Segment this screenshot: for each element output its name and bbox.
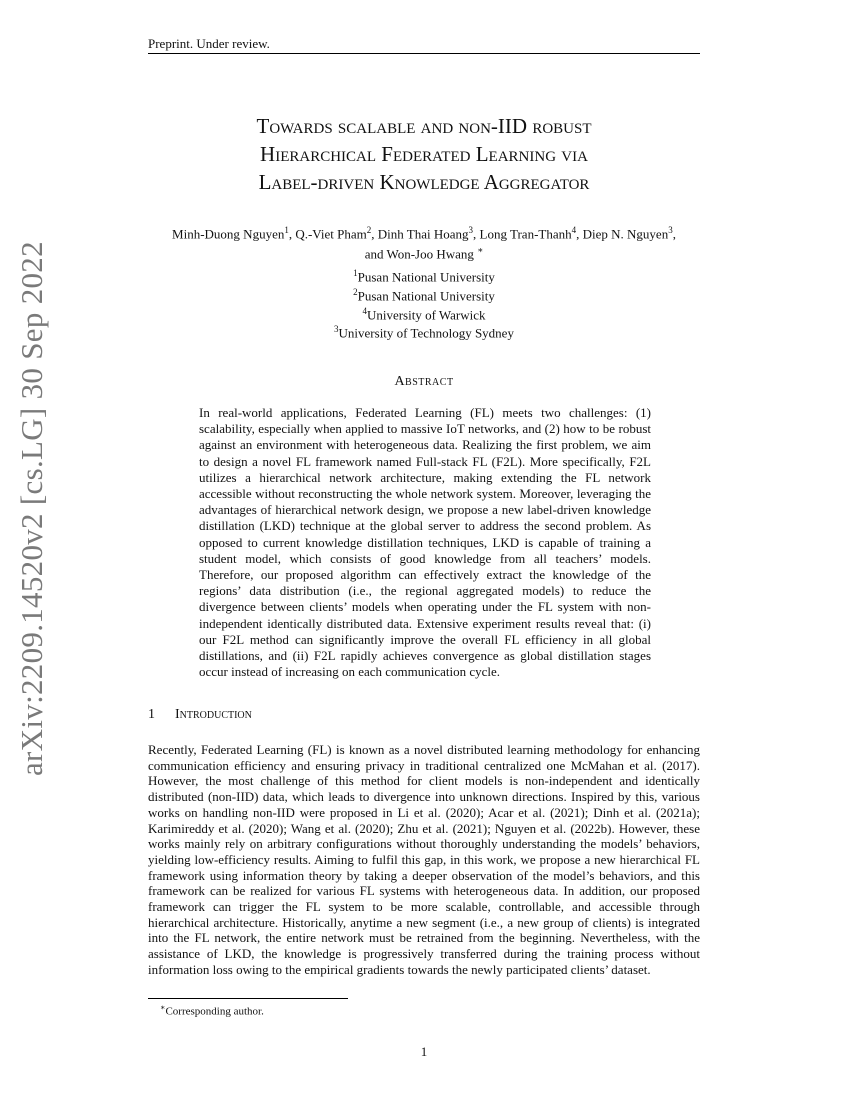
footnote-text: Corresponding author.: [165, 1005, 264, 1018]
affiliation-mark: 4: [362, 305, 367, 316]
section-title: Introduction: [175, 707, 252, 722]
abstract-body: In real-world applications, Federated Learning (FL) meets two challenges: (1) scalability, especially when applied to massive IoT networks, and (2) how to be robust against an environment with heterogeneous data. Realizing the first problem, we aim to design a novel FL framework named Full-stack FL (F2L). More specifically, F2L utilizes a hierarchical network architecture, making extending the FL network accessible without reconstructing the whole network system. Moreover, leveraging the advantages of hierarchical network design, we propose a new label-driven knowledge distillation (LKD) technique at the global server to address the second problem. As opposed to current knowledge distillation techniques, LKD is capable of training a student model, which consists of good knowledge from all teachers’ models. Therefore, our proposed algorithm can effectively extract the knowledge of the regions’ data distribution (i.e., the regional aggregated models) to reduce the divergence between clients’ models when operating under the FL system with non-independent identically distributed data. Extensive experiment results reveal that: (i) our F2L method can significantly improve the overall FL efficiency in all global distillations, and (ii) F2L rapidly achieves convergence as global distillation stages occur instead of increasing on each communication cycle.: [199, 405, 651, 680]
introduction-body: Recently, Federated Learning (FL) is known as a novel distributed learning methodology for enhancing communication efficiency and ensuring privacy in traditional centralized one McMahan et al. (2017). However, the most challenge of this method for client models is non-independent and identically distributed (non-IID) data, which leads to divergence into unknown directions. Inspired by this, various works on handling non-IID were proposed in Li et al. (2020); Acar et al. (2021); Dinh et al. (2021a); Karimireddy et al. (2020); Wang et al. (2020); Zhu et al. (2021); Nguyen et al. (2022b). However, these works mainly rely on arbitrary configurations without thoroughly understanding the models’ behaviors, yielding low-efficiency results. Aiming to fulfil this gap, in this work, we propose a new hierarchical FL framework using information theory by taking a deeper observation of the model’s behaviors, and this framework can be realized for various FL systems with heterogeneous data. In addition, our proposed framework can trigger the FL system to be more scalable, controllable, and accessible through hierarchical architecture. Historically, anytime a new segment (i.e., a new group of clients) is integrated into the FL network, the entire network must be retrained from the beginning. Nevertheless, with the assistance of LKD, the knowledge is progressively transferred during the training process without information loss owing to the empirical gradients towards the newly participated clients’ dataset.: [148, 742, 700, 977]
affiliation-name: University of Warwick: [366, 306, 486, 322]
author-name: Minh-Duong Nguyen: [172, 226, 285, 242]
affiliation-name: Pusan National University: [357, 288, 495, 304]
author-mark: 2: [366, 225, 372, 235]
author-list: Minh-Duong Nguyen$^1$, Q.-Viet Pham$^2$, Dinh Thai Hoang$^3$, Long Tran-Thanh$^4$, Diep N. Nguyen$^3$, and Won-Joo Hwang ∗: [172, 225, 676, 262]
footnote-rule: [148, 998, 348, 999]
affiliation-mark: 3: [334, 324, 339, 335]
title-line-3: Label-driven Knowledge Aggregator: [258, 170, 590, 194]
footnote-mark: ∗: [160, 1003, 166, 1012]
section-number: 1: [148, 707, 155, 722]
title-line-1: Towards scalable and non-IID robust: [256, 114, 592, 138]
author-name: Long Tran-Thanh: [479, 226, 572, 242]
affiliation-name: Pusan National University: [357, 269, 495, 285]
arxiv-identifier: arXiv:2209.14520v2 [cs.LG] 30 Sep 2022: [14, 241, 49, 776]
affiliation-mark: 2: [353, 286, 358, 297]
author-mark: 1: [284, 225, 289, 235]
affiliation-name: University of Technology Sydney: [338, 325, 514, 341]
affiliation: [148, 285, 700, 304]
author-mark: ∗: [477, 245, 484, 256]
author-name: Dinh Thai Hoang: [377, 226, 469, 242]
affiliation: [148, 322, 700, 341]
affiliation: [148, 266, 700, 285]
header-rule: [148, 53, 700, 54]
affiliation-list: [148, 266, 700, 341]
title-line-2: Hierarchical Federated Learning via: [260, 142, 588, 166]
author-name: Won-Joo Hwang: [386, 246, 474, 262]
abstract-heading: Abstract: [394, 374, 454, 389]
affiliation: [148, 304, 700, 323]
author-mark: 4: [571, 225, 577, 235]
author-name: Q.-Viet Pham: [295, 226, 367, 242]
author-mark: 3: [468, 225, 474, 235]
author-name: Diep N. Nguyen: [582, 226, 669, 242]
page-number: 1: [420, 1044, 428, 1059]
author-conjunction: and: [364, 246, 384, 262]
affiliation-mark: 1: [353, 268, 358, 278]
paper-title: [148, 112, 700, 196]
author-mark: 3: [668, 225, 673, 235]
running-header: Preprint. Under review.: [148, 36, 270, 51]
footnote: [160, 1003, 264, 1018]
section-heading: [148, 707, 252, 723]
